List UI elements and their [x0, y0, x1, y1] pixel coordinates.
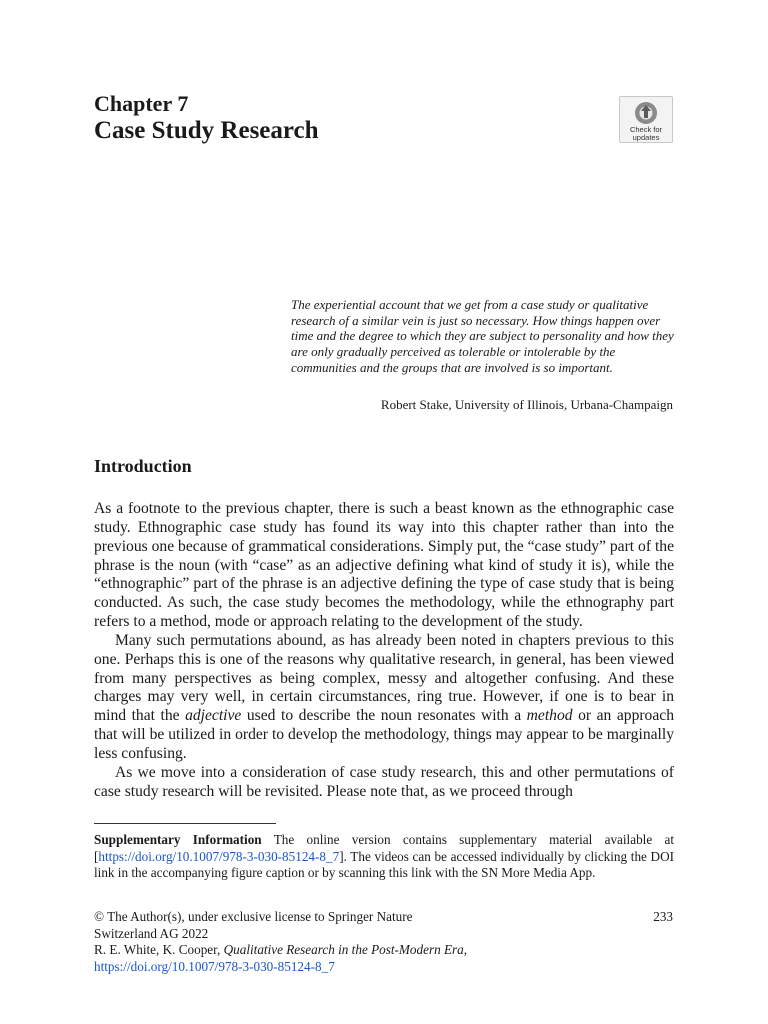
paragraph-1: As a footnote to the previous chapter, there is such a beast known as the ethnographic case study. Ethnographic case study has found its way into this chapter rather than into the previous one because of grammatical considerations. Simply put, the “case study” part of the phrase is the noun (with “case” as an adjective defining what kind of study it is), while the “ethnographic” part of the phrase is an adjective defining the type of case study that is being conducted. As such, the case study becomes the methodology, while the ethnography part refers to a method, mode or approach relating to the development of the study.	[94, 500, 674, 631]
paragraph-2-part-b: used to describe the noun resonates with a	[241, 707, 527, 725]
footnote-divider	[94, 823, 276, 824]
badge-text	[620, 126, 672, 142]
footnote-label: Supplementary Information	[94, 832, 262, 847]
section-heading: Introduction	[94, 456, 192, 476]
epigraph-attribution: Robert Stake, University of Illinois, Urbana-Champaign	[380, 397, 673, 412]
paragraph-3: As we move into a consideration of case study research, this and other permutations of case study research will be revisited. Please note that, as we proceed through	[94, 763, 674, 800]
page-number: 233	[653, 909, 673, 924]
body-text	[94, 500, 674, 802]
chapter-number: Chapter 7	[94, 91, 189, 116]
badge-line-1: Check for	[629, 125, 663, 134]
crossmark-icon	[633, 101, 659, 125]
citation-line	[94, 942, 494, 959]
citation-authors: R. E. White, K. Cooper,	[94, 942, 224, 958]
supplementary-footnote	[94, 832, 674, 882]
chapter-doi-link[interactable]: https://doi.org/10.1007/978-3-030-85124-8_7	[94, 958, 335, 974]
emphasis-adjective: adjective	[185, 707, 242, 725]
epigraph-quote: The experiential account that we get from a case study or qualitative research of a similar vein is just so necessary. How things happen over time and the degree to which they are subject to personality and how they are only gradually perceived as tolerable or intolerable by the communities and the groups that are involved is so important.	[291, 297, 674, 375]
paragraph-2-part-c: or an approach that will be utilized in order to develop the methodology, things may appear to be marginally less confusing.	[94, 707, 674, 762]
footnote-text-b: ]. The videos can be accessed individually by clicking the DOI link in the accompanying figure caption or by scanning this link with the SN More Media App.	[94, 848, 674, 881]
badge-line-2: updates	[632, 133, 660, 142]
footnote-text-a: The online version contains supplementary material available at [	[94, 832, 675, 864]
paragraph-2-part-a: Many such permutations abound, as has already been noted in chapters previous to this one. Perhaps this is one of the reasons why qualitative research, in general, has been viewed from many perspectives as being complex, messy and altogether confusing. And these charges may very well, in certain circumstances, ring true. However, if one is to bear in mind that the	[94, 631, 674, 725]
citation-book-title: Qualitative Research in the Post-Modern Era	[223, 942, 464, 958]
citation-comma: ,	[463, 942, 468, 958]
copyright-line-1: © The Author(s), under exclusive license to Springer Nature	[94, 909, 413, 924]
copyright-line-2: Switzerland AG 2022	[94, 925, 209, 941]
chapter-title: Case Study Research	[94, 117, 319, 144]
emphasis-method: method	[526, 707, 573, 725]
footnote-doi-link[interactable]: https://doi.org/10.1007/978-3-030-85124-8_7	[98, 848, 340, 864]
copyright-block	[94, 909, 494, 975]
check-for-updates-badge[interactable]	[619, 96, 673, 143]
paragraph-2	[94, 632, 674, 764]
